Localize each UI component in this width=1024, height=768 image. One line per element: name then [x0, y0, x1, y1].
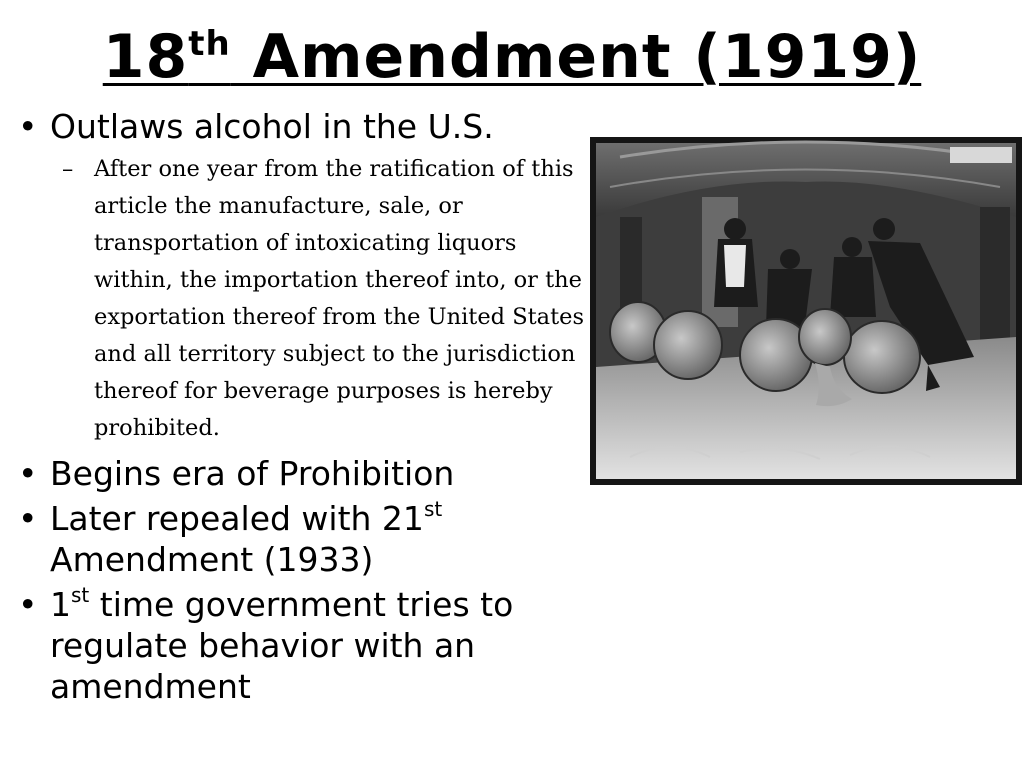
bullet-repealed: • Later repealed with 21st Amendment (1933)	[18, 497, 443, 579]
slide-content	[18, 106, 588, 711]
sub-bullet-amendment-text: – After one year from the ratification of this article the manufacture, sale, or transportation of intoxicating liquors within, the importation thereof into, or the exportation thereof from the United States and all territory subject to the jurisdiction thereof for beverage purposes is hereby prohibited.	[62, 151, 588, 447]
bullet-marker: •	[18, 107, 38, 146]
title-superscript: th	[188, 24, 231, 64]
bullet-marker: •	[18, 454, 38, 493]
bullet-first-regulation: • 1st time government tries to regulate behavior with an amendment	[18, 583, 514, 706]
bullet-marker: •	[18, 499, 38, 538]
slide-title	[0, 22, 1024, 92]
bullet-prohibition-era: • Begins era of Prohibition	[18, 454, 455, 493]
bullet-outlaws-alcohol: • Outlaws alcohol in the U.S.	[18, 107, 494, 146]
title-text: 18	[102, 22, 189, 92]
title-rest: Amendment (1919)	[230, 22, 922, 92]
bullet-marker: •	[18, 585, 38, 624]
prohibition-barrels-photo	[590, 137, 1022, 485]
dash-marker: –	[62, 156, 74, 182]
